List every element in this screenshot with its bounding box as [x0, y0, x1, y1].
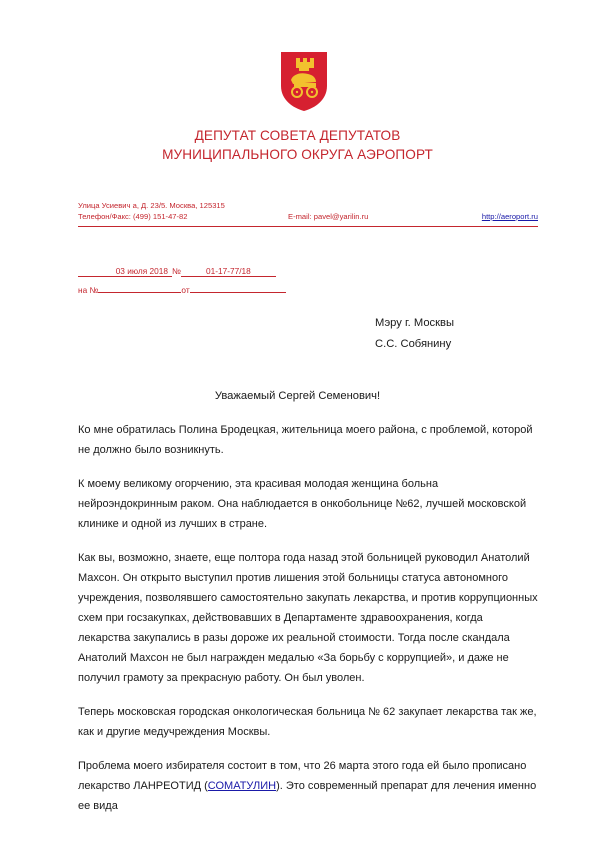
email-link[interactable]: pavel@yarilin.ru — [313, 212, 369, 221]
contacts-block — [78, 200, 538, 228]
letter-date: 03 июля 2018 — [78, 266, 172, 277]
coat-of-arms-logo — [279, 50, 329, 112]
salutation: Уважаемый Сергей Семенович! — [214, 390, 381, 402]
paragraph-2: К моему великому огорчению, эта красивая молодая женщина больна нейроэндокринным раком. Она наблюдается в онкобольнице №62, лучшей московской клинике и одной из лучших в стране. — [78, 478, 527, 530]
paragraph-4: Теперь московская городская онкологическая больница № 62 закупает лекарства так же, как и другие медучреждения Москвы. — [78, 706, 537, 738]
ref-date-field — [190, 292, 286, 293]
website-link[interactable]: http://aeroport.ru — [481, 212, 538, 221]
phone-fax: Телефон/Факс: (499) 151-47-82 — [78, 212, 188, 221]
email-line — [288, 212, 368, 221]
addressee-block — [375, 313, 454, 355]
letter-body — [78, 420, 538, 830]
ref-date-label: от — [181, 285, 190, 295]
paragraph-5 — [78, 756, 538, 816]
postal-address: Улица Усиевич а, Д. 23/5. Москва, 125315 — [78, 201, 225, 210]
ref-number-field — [98, 292, 181, 293]
drug-link[interactable]: СОМАТУЛИН — [207, 780, 277, 792]
addressee-name: С.С. Собянину — [375, 338, 452, 350]
paragraph-5-start: Проблема моего избирателя состоит в том, что 26 марта этого года ей было прописано лекарство ЛАНРЕОТИД ( — [78, 760, 527, 792]
letter-number: 01-17-77/18 — [181, 266, 276, 277]
addressee-position: Мэру г. Москвы — [375, 317, 455, 329]
paragraph-3: Как вы, возможно, знаете, еще полтора года назад этой больницей руководил Анатолий Махсон. Он открыто выступил против лишения этой больницы статуса автономного учреждения, позволявшего самостоятельно закупать лекарства, и против коррупционных схем при госзакупках, действовавших в Департаменте здравоохранения, когда лекарства закупались в разы дороже их реальной стоимости. Тогда после скандала Анатолий Махсон не был награжден медалью «За борьбу с коррупцией», и даже не получил грамоту за прекрасную работу. Он был уволен. — [78, 552, 538, 684]
ref-number-label: на № — [78, 285, 99, 295]
paragraph-5-end: ). Это современный препарат для лечения именно ее вида — [78, 780, 537, 812]
org-title-line-1: ДЕПУТАТ СОВЕТА ДЕПУТАТОВ — [194, 128, 401, 143]
number-label: № — [172, 266, 181, 276]
organization-title — [0, 126, 595, 164]
paragraph-1: Ко мне обратилась Полина Бродецкая, жительница моего района, с проблемой, которой не должно было возникнуть. — [78, 424, 533, 456]
email-label: E-mail: — [288, 212, 312, 221]
outgoing-registration — [78, 266, 276, 277]
header-divider — [78, 226, 538, 227]
org-title-line-2: МУНИЦИПАЛЬНОГО ОКРУГА АЭРОПОРТ — [162, 147, 433, 162]
incoming-reference — [78, 285, 286, 295]
